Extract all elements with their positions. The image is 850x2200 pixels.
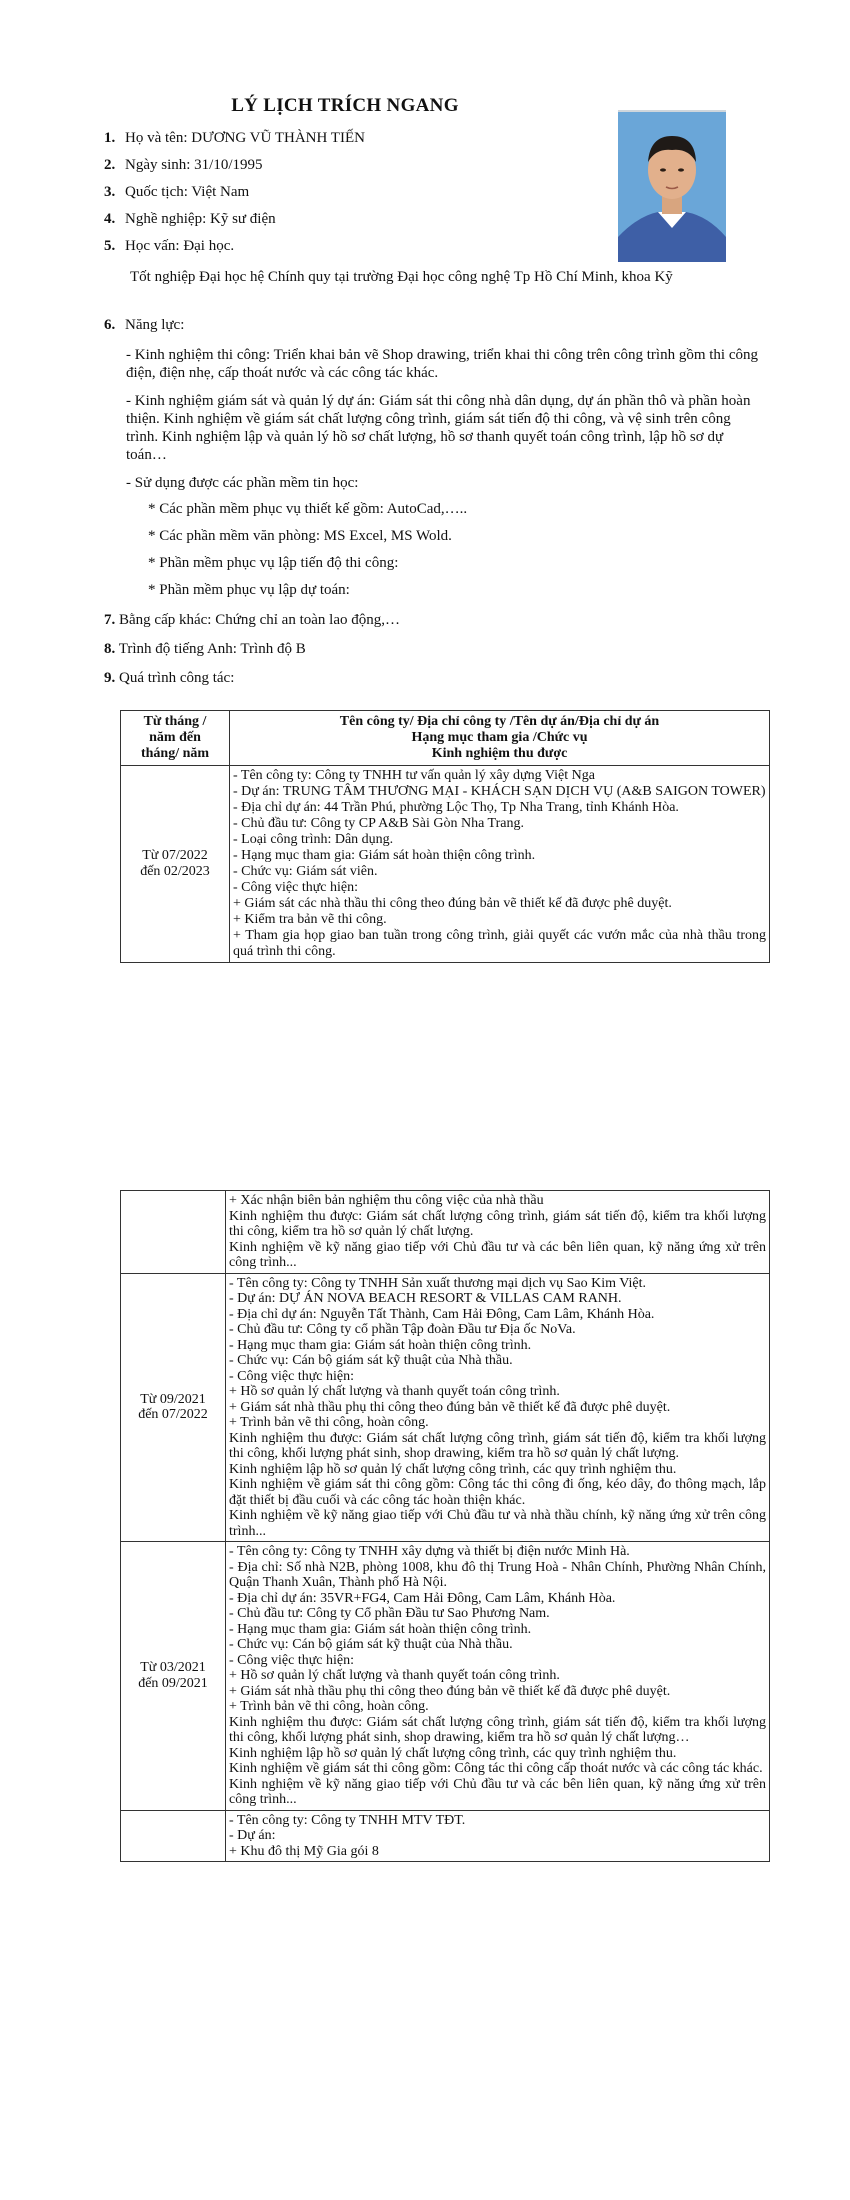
table-row xyxy=(121,1810,770,1862)
content-line: Kinh nghiệm về kỹ năng giao tiếp với Chủ đầu tư và các bên liên quan, kỹ năng ứng xử trên công trình... xyxy=(229,1776,766,1807)
software-item: * Các phần mềm phục vụ thiết kế gồm: AutoCad,….. xyxy=(148,501,468,517)
content-line: - Tên công ty: Công ty TNHH tư vấn quản lý xây dựng Việt Nga xyxy=(233,768,595,783)
content-line: Kinh nghiệm về kỹ năng giao tiếp với Chủ đầu tư và các bên liên quan, kỹ năng ứng xử trên công trình... xyxy=(229,1239,766,1270)
content-line: + Trình bản vẽ thi công, hoàn công. xyxy=(229,1699,429,1714)
cut-off-line xyxy=(130,293,390,299)
work-history-table xyxy=(120,710,770,963)
content-line: - Hạng mục tham gia: Giám sát hoàn thiện công trình. xyxy=(229,1337,532,1353)
content-line: Kinh nghiệm thu được: Giám sát chất lượng công trình, giám sát tiến độ, kiểm tra khối lượng thi công, kiểm tra hồ sơ quản lý chất lượng. xyxy=(229,1208,766,1239)
content-line: Kinh nghiệm thu được: Giám sát chất lượng công trình, giám sát tiến độ, kiểm tra khối lượng thi công, khối lượng phát sinh, shop drawing, kiểm tra hồ sơ quản lý chất lượng. xyxy=(229,1430,766,1461)
table-row xyxy=(121,1542,770,1811)
skills-heading: 6. Năng lực: xyxy=(104,317,185,333)
table-row xyxy=(121,1191,770,1274)
info-education: 5. Học vấn: Đại học. xyxy=(104,238,235,254)
skill-paragraph: - Kinh nghiệm thi công: Triển khai bản vẽ Shop drawing, triển khai thi công trên công trình gồm thi công điện, điện nhẹ, cấp thoát nước và các công tác khác. xyxy=(126,347,758,381)
software-intro: - Sử dụng được các phần mềm tin học: xyxy=(126,475,359,491)
content-line: - Hạng mục tham gia: Giám sát hoàn thiện công trình. xyxy=(233,848,536,863)
content-line: - Loại công trình: Dân dụng. xyxy=(233,832,394,847)
content-line: - Dự án: DỰ ÁN NOVA BEACH RESORT & VILLAS CAM RANH. xyxy=(229,1291,622,1306)
software-item: * Các phần mềm văn phòng: MS Excel, MS Wold. xyxy=(148,528,452,544)
info-certificates: 7. Bằng cấp khác: Chứng chỉ an toàn lao động,… xyxy=(104,612,400,628)
content-cell xyxy=(226,1273,770,1542)
content-line: Kinh nghiệm về kỹ năng giao tiếp với Chủ đầu tư và nhà thầu chính, kỹ năng ứng xử trên công trình... xyxy=(229,1508,766,1539)
content-line: - Dự án: xyxy=(229,1828,276,1843)
content-line: - Công việc thực hiện: xyxy=(229,1652,355,1668)
content-line: Kinh nghiệm về giám sát thi công gồm: Công tác thi công cấp thoát nước và các công tác khác. xyxy=(229,1761,763,1776)
header-content: Tên công ty/ Địa chỉ công ty /Tên dự án/Địa chỉ dự án Hạng mục tham gia /Chức vụ Kinh nghiệm thu được xyxy=(230,711,770,766)
content-line: + Giám sát nhà thầu phụ thi công theo đúng bản vẽ thiết kế đã được phê duyệt. xyxy=(229,1399,671,1415)
content-line: Kinh nghiệm lập hồ sơ quản lý chất lượng công trình, các quy trình nghiệm thu. xyxy=(229,1745,677,1761)
header-period: Từ tháng / năm đến tháng/ năm xyxy=(121,711,230,766)
content-line: Kinh nghiệm về giám sát thi công gồm: Công tác thi công đi ống, kéo dây, đo thông mạch, lắp đặt thiết bị đầu cuối và các công tác hoàn thiện khác. xyxy=(229,1477,766,1508)
content-line: - Tên công ty: Công ty TNHH xây dựng và thiết bị điện nước Minh Hà. xyxy=(229,1544,630,1559)
period-cell xyxy=(121,1542,226,1811)
content-line: - Địa chỉ dự án: Nguyễn Tất Thành, Cam Hải Đông, Cam Lâm, Khánh Hòa. xyxy=(229,1306,655,1322)
info-name: 1. Họ và tên: DƯƠNG VŨ THÀNH TIẾN xyxy=(104,130,365,146)
period-text: đến 02/2023 xyxy=(140,864,210,879)
other-info xyxy=(104,610,764,697)
content-line: - Chủ đầu tư: Công ty Cổ phần Đầu tư Sao Phương Nam. xyxy=(229,1606,550,1621)
table-row xyxy=(121,1273,770,1542)
info-work-history: 9. Quá trình công tác: xyxy=(104,670,235,686)
period-text: Từ 07/2022 xyxy=(142,848,208,863)
period-text: đến 07/2022 xyxy=(138,1407,208,1423)
period-text: Từ 03/2021 xyxy=(140,1660,206,1676)
content-line: - Địa chỉ: Số nhà N2B, phòng 1008, khu đô thị Trung Hoà - Nhân Chính, Phường Nhân Chính, Quận Thanh Xuân, Thành phố Hà Nội. xyxy=(229,1559,766,1590)
content-line: + Khu đô thị Mỹ Gia gói 8 xyxy=(229,1843,379,1859)
info-birthdate: 2. Ngày sinh: 31/10/1995 xyxy=(104,157,263,173)
content-line: Kinh nghiệm lập hồ sơ quản lý chất lượng công trình, các quy trình nghiệm thu. xyxy=(229,1461,677,1477)
personal-info xyxy=(104,128,764,263)
period-cell xyxy=(121,1273,226,1542)
content-line: + Giám sát nhà thầu phụ thi công theo đúng bản vẽ thiết kế đã được phê duyệt. xyxy=(229,1683,671,1699)
software-item: * Phần mềm phục vụ lập tiến độ thi công: xyxy=(148,555,399,571)
content-line: - Tên công ty: Công ty TNHH Sản xuất thương mại dịch vụ Sao Kim Việt. xyxy=(229,1275,647,1291)
content-line: - Địa chỉ dự án: 35VR+FG4, Cam Hải Đông, Cam Lâm, Khánh Hòa. xyxy=(229,1590,616,1606)
table-row xyxy=(121,766,770,963)
content-line: Kinh nghiệm thu được: Giám sát chất lượng công trình, giám sát tiến độ, kiểm tra khối lượng thi công, khối lượng phát sinh, shop drawing, kiểm tra hồ sơ quản lý chất lượng… xyxy=(229,1714,766,1745)
content-line: - Dự án: TRUNG TÂM THƯƠNG MẠI - KHÁCH SẠN DỊCH VỤ (A&B SAIGON TOWER) xyxy=(233,784,766,799)
content-line: + Tham gia họp giao ban tuần trong công trình, giải quyết các vướn mắc của nhà thầu trong quá trình thi công. xyxy=(233,928,766,959)
content-line: + Xác nhận biên bản nghiệm thu công việc của nhà thầu xyxy=(229,1193,544,1208)
content-line: - Chức vụ: Cán bộ giám sát kỹ thuật của Nhà thầu. xyxy=(229,1353,513,1368)
content-line: + Hồ sơ quản lý chất lượng và thanh quyết toán công trình. xyxy=(229,1668,560,1683)
content-line: + Trình bản vẽ thi công, hoàn công. xyxy=(229,1415,429,1430)
content-cell xyxy=(230,766,770,963)
skills-section xyxy=(104,316,764,608)
content-cell xyxy=(226,1810,770,1862)
info-nationality: 3. Quốc tịch: Việt Nam xyxy=(104,184,250,200)
period-cell xyxy=(121,766,230,963)
content-line: + Kiểm tra bản vẽ thi công. xyxy=(233,912,387,927)
content-line: + Hồ sơ quản lý chất lượng và thanh quyết toán công trình. xyxy=(229,1384,560,1399)
education-detail: Tốt nghiệp Đại học hệ Chính quy tại trường Đại học công nghệ Tp Hồ Chí Minh, khoa Kỹ xyxy=(130,269,673,285)
content-cell xyxy=(226,1191,770,1274)
info-occupation: 4. Nghề nghiệp: Kỹ sư điện xyxy=(104,211,276,227)
content-line: - Chức vụ: Giám sát viên. xyxy=(233,864,378,879)
skill-paragraph: - Kinh nghiệm giám sát và quản lý dự án: Giám sát thi công nhà dân dụng, dự án phần thô và phần hoàn thiện. Kinh nghiệm về giám sát chất lượng công trình, giám sát tiến độ thi công, và vệ sinh trên công trình. Kinh nghiệm lập và quản lý hồ sơ chất lượng, hồ sơ thanh quyết toán công trình, lập hồ sơ dự toán… xyxy=(126,393,751,463)
content-line: - Chức vụ: Cán bộ giám sát kỹ thuật của Nhà thầu. xyxy=(229,1637,513,1652)
content-line: - Tên công ty: Công ty TNHH MTV TĐT. xyxy=(229,1812,466,1828)
content-line: + Giám sát các nhà thầu thi công theo đúng bản vẽ thiết kế đã được phê duyệt. xyxy=(233,896,672,911)
software-item: * Phần mềm phục vụ lập dự toán: xyxy=(148,582,350,598)
work-history-table-continued xyxy=(120,1190,770,1862)
period-text: đến 09/2021 xyxy=(138,1675,208,1691)
content-line: - Địa chỉ dự án: 44 Trần Phú, phường Lộc Thọ, Tp Nha Trang, tỉnh Khánh Hòa. xyxy=(233,800,679,815)
period-text: Từ 09/2021 xyxy=(140,1391,206,1407)
content-line: - Công việc thực hiện: xyxy=(229,1368,355,1384)
content-line: - Hạng mục tham gia: Giám sát hoàn thiện công trình. xyxy=(229,1621,532,1637)
content-cell xyxy=(226,1542,770,1811)
table-header-row xyxy=(121,711,770,766)
period-cell xyxy=(121,1810,226,1862)
info-english: 8. Trình độ tiếng Anh: Trình độ B xyxy=(104,641,306,657)
content-line: - Chủ đầu tư: Công ty CP A&B Sài Gòn Nha Trang. xyxy=(233,816,524,831)
period-cell xyxy=(121,1191,226,1274)
content-line: - Chủ đầu tư: Công ty cổ phần Tập đoàn Đầu tư Địa ốc NoVa. xyxy=(229,1322,576,1337)
content-line: - Công việc thực hiện: xyxy=(233,880,359,895)
page-title: LÝ LỊCH TRÍCH NGANG xyxy=(231,95,459,116)
